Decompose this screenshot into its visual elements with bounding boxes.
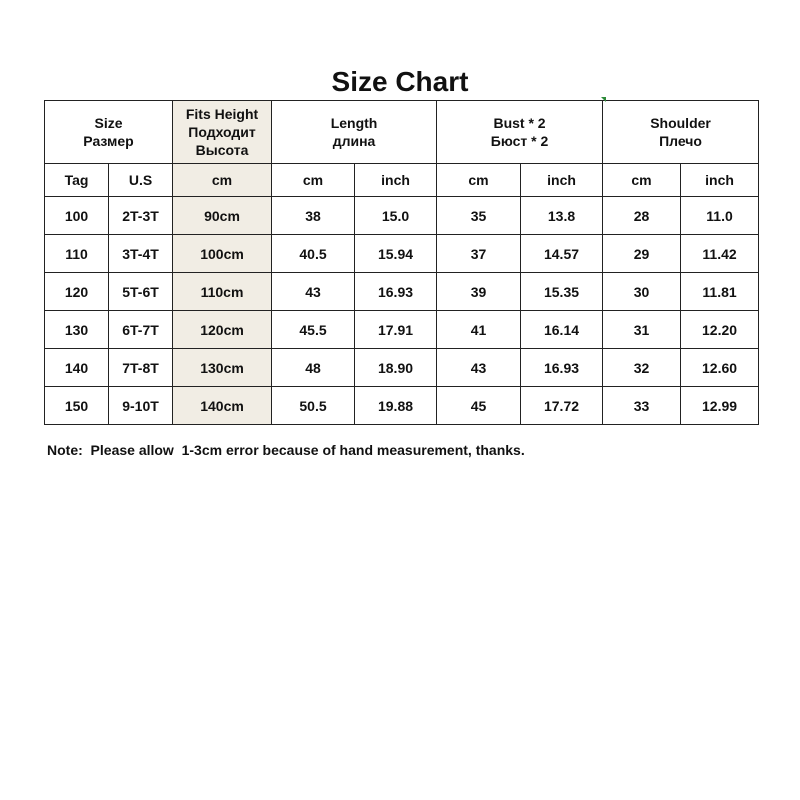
table-cell: 120cm — [173, 311, 272, 349]
table-cell: 29 — [603, 235, 681, 273]
header-fits-height-ru1: Подходит — [188, 124, 256, 140]
table-cell: 130cm — [173, 349, 272, 387]
table-cell: 15.0 — [355, 197, 437, 235]
table-cell: 140 — [45, 349, 109, 387]
table-cell: 48 — [272, 349, 355, 387]
table-cell: 32 — [603, 349, 681, 387]
table-cell: 16.14 — [521, 311, 603, 349]
table-cell: 12.60 — [681, 349, 759, 387]
subheader-cell: inch — [681, 164, 759, 197]
subheader-cell: U.S — [109, 164, 173, 197]
header-size — [45, 101, 173, 164]
table-cell: 50.5 — [272, 387, 355, 425]
table-cell: 5T-6T — [109, 273, 173, 311]
table-cell: 130 — [45, 311, 109, 349]
subheader-cell: cm — [437, 164, 521, 197]
subheader-cell: cm — [603, 164, 681, 197]
table-row — [45, 273, 759, 311]
table-cell: 19.88 — [355, 387, 437, 425]
header-shoulder-en: Shoulder — [650, 115, 711, 131]
header-fits-height-en: Fits Height — [185, 106, 259, 122]
table-row — [45, 197, 759, 235]
table-cell: 100 — [45, 197, 109, 235]
note-text: Note: Please allow 1-3cm error because of hand measurement, thanks. — [47, 442, 525, 458]
header-bust — [437, 101, 603, 164]
table-cell: 39 — [437, 273, 521, 311]
table-row — [45, 311, 759, 349]
table-row — [45, 235, 759, 273]
table-cell: 35 — [437, 197, 521, 235]
header-size-en: Size — [94, 115, 123, 131]
table-cell: 3T-4T — [109, 235, 173, 273]
table-cell: 110cm — [173, 273, 272, 311]
table-cell: 11.81 — [681, 273, 759, 311]
table-row — [45, 349, 759, 387]
table-cell: 150 — [45, 387, 109, 425]
table-cell: 15.94 — [355, 235, 437, 273]
table-cell: 38 — [272, 197, 355, 235]
subheader-cell: inch — [355, 164, 437, 197]
table-cell: 30 — [603, 273, 681, 311]
header-fits-height-ru2: Высота — [195, 142, 249, 158]
table-cell: 110 — [45, 235, 109, 273]
table-cell: 17.72 — [521, 387, 603, 425]
table-cell: 41 — [437, 311, 521, 349]
header-shoulder — [603, 101, 759, 164]
table-cell: 90cm — [173, 197, 272, 235]
subheader-cell: cm — [173, 164, 272, 197]
table-row — [45, 387, 759, 425]
table-cell: 45.5 — [272, 311, 355, 349]
header-length-ru: длина — [332, 133, 376, 149]
table-cell: 11.0 — [681, 197, 759, 235]
table-cell: 2T-3T — [109, 197, 173, 235]
table-cell: 40.5 — [272, 235, 355, 273]
table-cell: 13.8 — [521, 197, 603, 235]
table-cell: 11.42 — [681, 235, 759, 273]
table-cell: 33 — [603, 387, 681, 425]
header-shoulder-ru: Плечо — [659, 133, 702, 149]
header-length — [272, 101, 437, 164]
table-cell: 15.35 — [521, 273, 603, 311]
table-cell: 140cm — [173, 387, 272, 425]
subheader-row — [45, 164, 759, 197]
header-size-ru: Размер — [83, 133, 134, 149]
chart-title: Size Chart — [331, 66, 469, 97]
table-cell: 17.91 — [355, 311, 437, 349]
header-row — [45, 101, 759, 164]
table-cell: 31 — [603, 311, 681, 349]
table-cell: 43 — [272, 273, 355, 311]
table-cell: 12.99 — [681, 387, 759, 425]
subheader-cell: cm — [272, 164, 355, 197]
table-cell: 43 — [437, 349, 521, 387]
table-cell: 9-10T — [109, 387, 173, 425]
header-bust-en: Bust * 2 — [493, 115, 546, 131]
table-cell: 37 — [437, 235, 521, 273]
table-cell: 28 — [603, 197, 681, 235]
table-cell: 16.93 — [355, 273, 437, 311]
table-cell: 45 — [437, 387, 521, 425]
table-cell: 7T-8T — [109, 349, 173, 387]
table-cell: 16.93 — [521, 349, 603, 387]
table-cell: 14.57 — [521, 235, 603, 273]
header-bust-ru: Бюст * 2 — [490, 133, 549, 149]
header-fits-height — [173, 101, 272, 164]
table-cell: 120 — [45, 273, 109, 311]
subheader-cell: Tag — [45, 164, 109, 197]
table-cell: 6T-7T — [109, 311, 173, 349]
table-cell: 12.20 — [681, 311, 759, 349]
header-length-en: Length — [330, 115, 378, 131]
table-cell: 18.90 — [355, 349, 437, 387]
table-cell: 100cm — [173, 235, 272, 273]
subheader-cell: inch — [521, 164, 603, 197]
size-chart-table — [44, 100, 759, 425]
